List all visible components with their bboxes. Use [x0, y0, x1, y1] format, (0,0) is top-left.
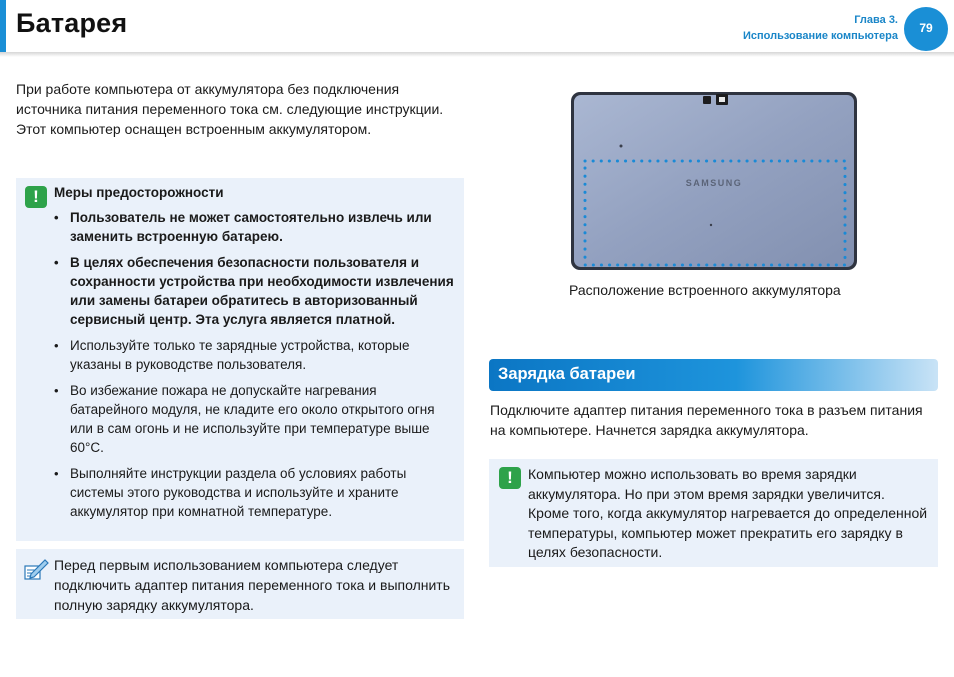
title-accent-bar [0, 0, 6, 52]
chapter-number: Глава 3. [854, 14, 898, 26]
tip-box [16, 549, 464, 619]
caution-item: • В целях обеспечения безопасности пользователя и сохранности устройства при необходимости извлечения или замены батареи обратитесь в авторизованный сервисный центр. Эта услуга является платной. [54, 253, 458, 329]
caution-title: Меры предосторожности [54, 185, 224, 200]
exclamation-icon: ! [25, 186, 47, 208]
caution-item: • Используйте только те зарядные устройства, которые указаны в руководстве пользователя. [54, 336, 458, 374]
intro-paragraph: При работе компьютера от аккумулятора без подключения источника питания переменного тока см. следующие инструкции. Этот компьютер оснащен встроенным аккумулятором. [16, 81, 444, 137]
caution-box [16, 178, 464, 541]
section-title: Зарядка батареи [498, 365, 636, 383]
chapter-title: Использование компьютера [742, 30, 898, 42]
note-pencil-icon [22, 557, 50, 583]
caution-item: • Пользователь не может самостоятельно извлечь или заменить встроенную батарею. [54, 208, 458, 246]
section-header-charging [489, 359, 938, 391]
page-number-badge: 79 [904, 7, 948, 51]
charging-paragraph: Подключите адаптер питания переменного тока в разъем питания на компьютере. Начнется зарядка аккумулятора. [490, 402, 923, 438]
page-title: Батарея [16, 8, 128, 38]
figure-caption: Расположение встроенного аккумулятора [569, 282, 841, 298]
charging-caution-box [489, 459, 938, 567]
caution-item: • Выполняйте инструкции раздела об условиях работы системы этого руководства и используйте и храните аккумулятор при комнатной температуре. [54, 464, 458, 521]
tablet-back-figure [569, 90, 859, 272]
exclamation-icon: ! [499, 467, 521, 489]
tablet-back-image [569, 90, 859, 272]
charging-caution-text: Компьютер можно использовать во время зарядки аккумулятора. Но при этом время зарядки увеличится. Кроме того, когда аккумулятор нагревается до определенной температуры, компьютер может прекратить его зарядку в целях безопасности. [528, 466, 928, 560]
tip-text: Перед первым использованием компьютера следует подключить адаптер питания переменного тока и выполнить полную зарядку аккумулятора. [54, 557, 451, 613]
caution-list [54, 208, 458, 528]
caution-item: • Во избежание пожара не допускайте нагревания батарейного модуля, не кладите его около открытого огня или в сам огонь и не используйте при температуре выше 60°C. [54, 381, 458, 457]
brand-logo: SAMSUNG [685, 178, 743, 188]
chapter-label [743, 12, 898, 44]
header-divider [0, 52, 954, 57]
